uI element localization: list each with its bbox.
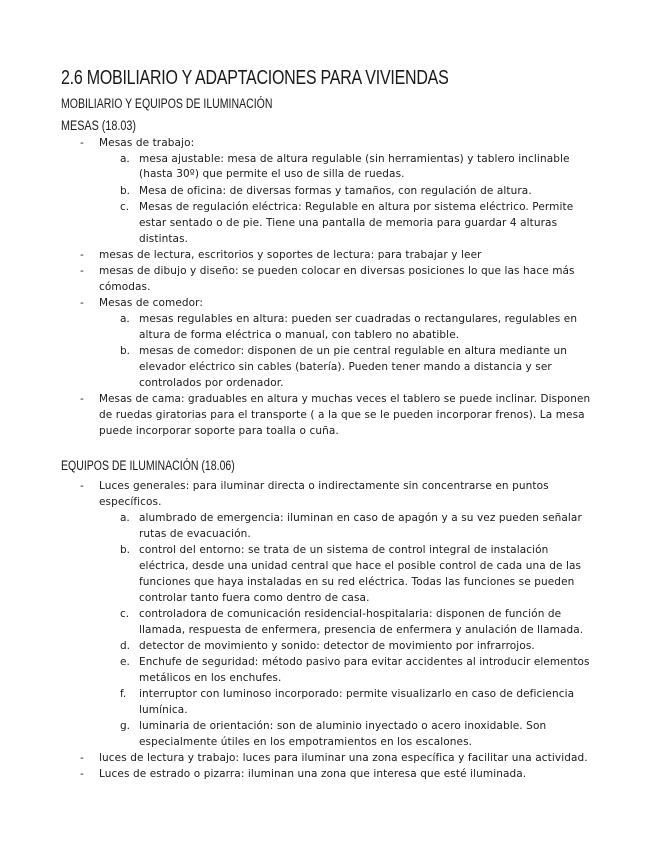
sublist-item-text: elevador eléctrico sin cables (batería). Pueden tener mando a distancia y ser bbox=[139, 361, 552, 373]
section-heading-furniture: MOBILIARIO Y EQUIPOS DE ILUMINACIÓN bbox=[61, 96, 273, 111]
sublist-marker: d. bbox=[120, 640, 131, 652]
sublist-item-text: funciones que haya instaladas en su red eléctrica. Todas las funciones se pueden bbox=[139, 576, 575, 588]
sublist-item-text: eléctrica, desde una unidad central que hace el posible control de cada una de las bbox=[139, 560, 582, 572]
sublist-item-text: luminaria de orientación: son de aluminio inyectado o acero inoxidable. Son bbox=[139, 720, 547, 732]
sublist-item-text: controladora de comunicación residencial-hospitalaria: disponen de función de bbox=[139, 608, 562, 620]
list-dash: - bbox=[80, 297, 84, 309]
sublist-item-text: alumbrado de emergencia: iluminan en caso de apagón y a su vez pueden señalar bbox=[139, 512, 582, 524]
sublist-marker: e. bbox=[120, 656, 130, 668]
sublist-marker: c. bbox=[120, 201, 130, 213]
sublist-marker: a. bbox=[120, 512, 130, 524]
list-item-text: mesas de lectura, escritorios y soportes de lectura: para trabajar y leer bbox=[99, 249, 482, 261]
list-dash: - bbox=[80, 137, 84, 149]
list-item-text: cómodas. bbox=[99, 281, 151, 293]
sublist-item-text: distintas. bbox=[139, 233, 189, 245]
list-item-text: específicos. bbox=[99, 496, 162, 508]
sublist-item-text: mesas regulables en altura: pueden ser cuadradas o rectangulares, regulables en bbox=[139, 313, 578, 325]
sublist-item-text: detector de movimiento y sonido: detector de movimiento por infrarrojos. bbox=[139, 640, 535, 652]
list-item-text: Mesas de cama: graduables en altura y muchas veces el tablero se puede inclinar. Disponen bbox=[99, 393, 591, 405]
sublist-item-text: Enchufe de seguridad: método pasivo para evitar accidentes al introducir elementos bbox=[139, 656, 590, 668]
sublist-item-text: lumínica. bbox=[139, 704, 188, 716]
list-dash: - bbox=[80, 480, 84, 492]
list-dash: - bbox=[80, 393, 84, 405]
list-item-text: Luces generales: para iluminar directa o indirectamente sin concentrarse en puntos bbox=[99, 480, 549, 492]
list-dash: - bbox=[80, 249, 84, 261]
sublist-item-text: Mesa de oficina: de diversas formas y tamaños, con regulación de altura. bbox=[139, 185, 532, 197]
sublist-item-text: metálicos en los enchufes. bbox=[139, 672, 282, 684]
sublist-marker: b. bbox=[120, 185, 131, 197]
sublist-item-text: estar sentado o de pie. Tiene una pantalla de memoria para guardar 4 alturas bbox=[139, 217, 558, 229]
sublist-marker: a. bbox=[120, 313, 130, 325]
sublist-item-text: control del entorno: se trata de un sistema de control integral de instalación bbox=[139, 544, 549, 556]
list-item-text: puede incorporar soporte para toalla o cuña. bbox=[99, 425, 339, 437]
sublist-item-text: Mesas de regulación eléctrica: Regulable en altura por sistema eléctrico. Permite bbox=[139, 201, 574, 213]
sublist-marker: b. bbox=[120, 544, 131, 556]
sublist-item-text: especialmente útiles en los empotramientos en los escalones. bbox=[139, 736, 473, 748]
subheading-tables: MESAS (18.03) bbox=[61, 118, 137, 133]
list-item-text: Luces de estrado o pizarra: iluminan una zona que interesa que esté iluminada. bbox=[99, 768, 527, 780]
sublist-item-text: controlar tanto fuera como dentro de casa. bbox=[139, 592, 370, 604]
sublist-marker: f. bbox=[120, 688, 127, 700]
sublist-item-text: mesa ajustable: mesa de altura regulable (sin herramientas) y tablero inclinable bbox=[139, 153, 570, 165]
list-dash: - bbox=[80, 265, 84, 277]
list-item-text: de ruedas giratorias para el transporte ( a la que se le pueden incorporar frenos). La mesa bbox=[99, 409, 585, 421]
sublist-item-text: (hasta 30º) que permite el uso de silla de ruedas. bbox=[139, 168, 405, 180]
sublist-item-text: rutas de evacuación. bbox=[139, 528, 251, 540]
page-title: 2.6 MOBILIARIO Y ADAPTACIONES PARA VIVIENDAS bbox=[61, 67, 449, 89]
sublist-marker: b. bbox=[120, 345, 131, 357]
sublist-item-text: llamada, respuesta de enfermera, presencia de enfermera y anulación de llamada. bbox=[139, 624, 584, 636]
list-item-text: mesas de dibujo y diseño: se pueden colocar en diversas posiciones lo que las hace más bbox=[99, 265, 575, 277]
sublist-item-text: interruptor con luminoso incorporado: permite visualizarlo en caso de deficiencia bbox=[139, 688, 575, 700]
sublist-marker: a. bbox=[120, 153, 130, 165]
sublist-item-text: altura de forma eléctrica o manual, con tablero no abatible. bbox=[139, 329, 460, 341]
list-item-text: Mesas de comedor: bbox=[99, 297, 204, 309]
sublist-item-text: mesas de comedor: disponen de un pie central regulable en altura mediante un bbox=[139, 345, 568, 357]
list-dash: - bbox=[80, 768, 84, 780]
list-dash: - bbox=[80, 752, 84, 764]
sublist-marker: g. bbox=[120, 720, 131, 732]
sublist-marker: c. bbox=[120, 608, 130, 620]
list-item-text: luces de lectura y trabajo: luces para iluminar una zona específica y facilitar una actividad. bbox=[99, 752, 588, 764]
section-heading-lighting: EQUIPOS DE ILUMINACIÓN (18.06) bbox=[61, 458, 235, 473]
list-item-text: Mesas de trabajo: bbox=[99, 137, 195, 149]
sublist-item-text: controlados por ordenador. bbox=[139, 377, 284, 389]
